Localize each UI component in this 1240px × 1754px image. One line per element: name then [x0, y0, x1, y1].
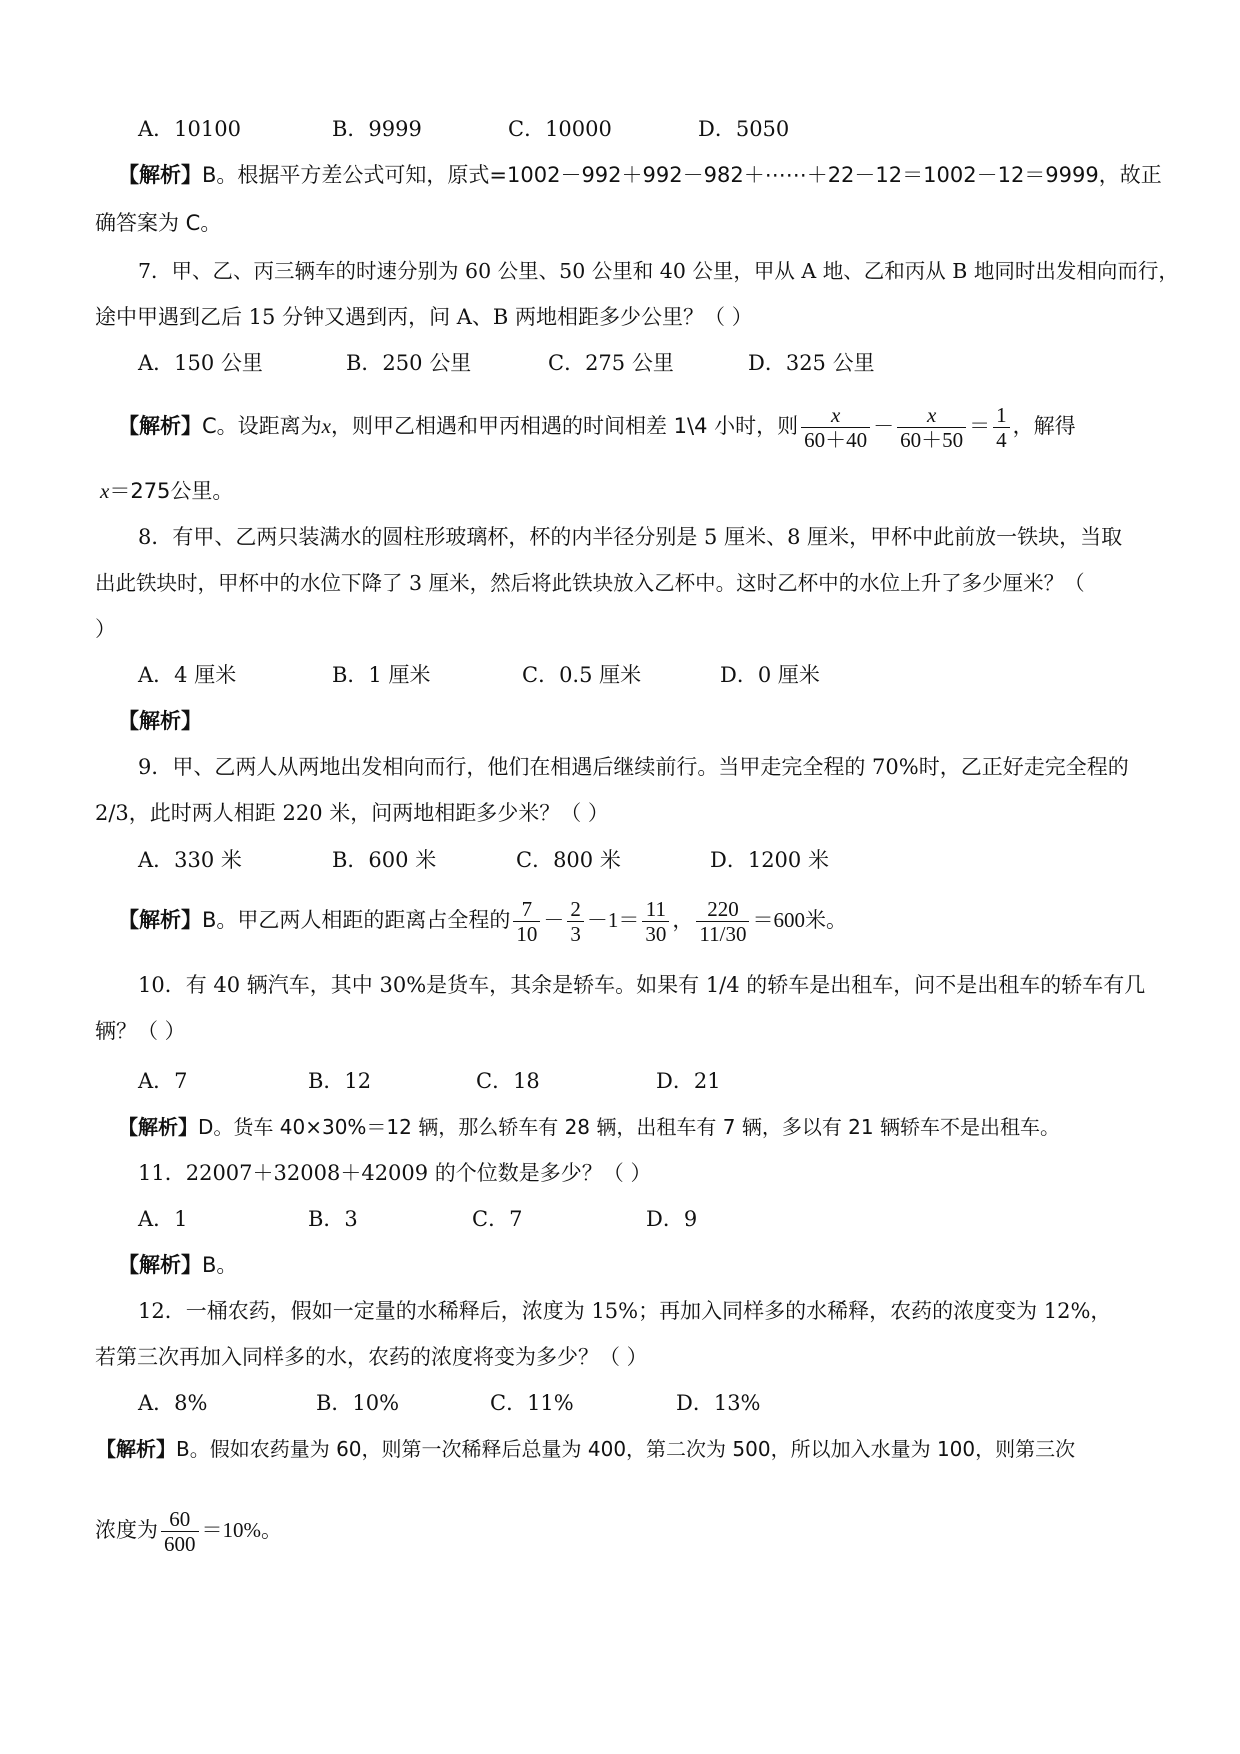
- fraction: $\frac{7}{10}$: [513, 897, 540, 946]
- q7-option-d: D．325 公里: [748, 351, 875, 375]
- fraction: $\frac{1}{4}$: [993, 403, 1010, 452]
- q8-question-line3: ）: [95, 617, 116, 641]
- q12-question-line1: 12．一桶农药，假如一定量的水稀释后，浓度为 15%；再加入同样多的水稀释，农药的浓度变为 12%，: [138, 1299, 1112, 1323]
- q8-option-d: D．0 厘米: [720, 663, 820, 687]
- q11-option-b: B．3: [308, 1207, 358, 1231]
- analysis-tag: 【解析】: [118, 1253, 202, 1277]
- q6-option-b: B．9999: [332, 117, 422, 141]
- analysis-tag: 【解析】: [118, 1115, 198, 1139]
- fraction: $\frac{60}{600}$: [161, 1507, 199, 1556]
- analysis-tag: 【解析】: [96, 1437, 176, 1461]
- q10-option-c: C．18: [476, 1069, 540, 1093]
- q10-question-line1: 10．有 40 辆汽车，其中 30%是货车，其余是轿车。如果有 1/4 的轿车是出租车，问不是出租车的轿车有几: [138, 973, 1146, 997]
- q8-option-a: A．4 厘米: [138, 663, 237, 687]
- q11-option-c: C．7: [472, 1207, 523, 1231]
- q7-question-line2: 途中甲遇到乙后 15 分钟又遇到丙，问 A、B 两地相距多少公里？（ ）: [95, 305, 753, 329]
- q9-question-line1: 9．甲、乙两人从两地出发相向而行，他们在相遇后继续前行。当甲走完全程的 70%时，乙正好走完全程的: [138, 755, 1129, 779]
- q6-option-d: D．5050: [698, 117, 790, 141]
- q8-option-b: B．1 厘米: [332, 663, 431, 687]
- q9-option-d: D．1200 米: [710, 848, 829, 872]
- q12-option-c: C．11%: [490, 1391, 574, 1415]
- q10-option-a: A．7: [138, 1069, 188, 1093]
- q7-analysis-line2: x＝275公里。: [100, 479, 234, 503]
- q9-option-a: A．330 米: [138, 848, 242, 872]
- q11-option-a: A．1: [138, 1207, 188, 1231]
- q6-analysis-line1: 【解析】B。根据平方差公式可知，原式=1002－992＋992－982＋⋯⋯＋22－12＝1002－12＝9999，故正: [118, 163, 1162, 187]
- q11-option-d: D．9: [646, 1207, 698, 1231]
- q7-option-b: B．250 公里: [346, 351, 472, 375]
- analysis-tag: 【解析】: [118, 709, 202, 733]
- q8-question-line1: 8．有甲、乙两只装满水的圆柱形玻璃杯，杯的内半径分别是 5 厘米、8 厘米，甲杯中此前放一铁块，当取: [138, 525, 1123, 549]
- q12-option-b: B．10%: [316, 1391, 400, 1415]
- q9-analysis: 【解析】B。甲乙两人相距的距离占全程的 $\frac{7}{10}$ － $\frac{2}{3}$ －1＝ $\frac{11}{30}$ ， $\frac{220}{11/30}$ ＝600米。: [118, 896, 847, 946]
- fraction: $\frac{2}{3}$: [567, 897, 584, 946]
- fraction: $\frac{220}{11/30}$: [696, 897, 749, 946]
- analysis-tag: 【解析】: [118, 908, 202, 932]
- q11-question-line1: 11．22007＋32008＋42009 的个位数是多少？（ ）: [138, 1161, 652, 1185]
- q12-question-line2: 若第三次再加入同样多的水，农药的浓度将变为多少？（ ）: [95, 1345, 648, 1369]
- q12-analysis-line1: 【解析】B。假如农药量为 60，则第一次稀释后总量为 400，第二次为 500，所以加入水量为 100，则第三次: [96, 1437, 1076, 1461]
- analysis-tag: 【解析】: [118, 414, 202, 438]
- q10-option-b: B．12: [308, 1069, 372, 1093]
- q8-analysis: [118, 706, 1150, 736]
- q8-question-line2: 出此铁块时，甲杯中的水位下降了 3 厘米，然后将此铁块放入乙杯中。这时乙杯中的水位上升了多少厘米？（: [95, 571, 1085, 595]
- q6-option-c: C．10000: [508, 117, 612, 141]
- q7-option-c: C．275 公里: [548, 351, 674, 375]
- q12-option-d: D．13%: [676, 1391, 761, 1415]
- q7-question-line1: 7．甲、乙、丙三辆车的时速分别为 60 公里、50 公里和 40 公里，甲从 A 地、乙和丙从 B 地同时出发相向而行，: [138, 259, 1179, 283]
- q12-analysis-line2: 浓度为 $\frac{60}{600}$ ＝10%。: [95, 1506, 282, 1556]
- q7-option-a: A．150 公里: [138, 351, 263, 375]
- q9-option-b: B．600 米: [332, 848, 437, 872]
- fraction: $\frac{x}{60+40}$: [801, 403, 870, 452]
- q12-option-a: A．8%: [138, 1391, 208, 1415]
- q6-analysis-line2: 确答案为 C。: [95, 211, 222, 235]
- q9-question-line2: 2/3，此时两人相距 220 米，问两地相距多少米？（ ）: [95, 801, 609, 825]
- q9-option-c: C．800 米: [516, 848, 621, 872]
- analysis-tag: 【解析】: [118, 163, 202, 187]
- fraction: $\frac{x}{60+50}$: [897, 403, 966, 452]
- q10-analysis: 【解析】D。货车 40×30%＝12 辆，那么轿车有 28 辆，出租车有 7 辆，多以有 21 辆轿车不是出租车。: [118, 1115, 1060, 1139]
- q11-analysis: 【解析】B。: [118, 1253, 238, 1277]
- q6-option-a: A．10100: [138, 117, 241, 141]
- fraction: $\frac{11}{30}$: [642, 897, 669, 946]
- q10-option-d: D．21: [656, 1069, 721, 1093]
- q7-analysis-line1: 【解析】C。设距离为x，则甲乙相遇和甲丙相遇的时间相差 1\4 小时，则 $\frac{x}{60+40}$ － $\frac{x}{60+50}$ ＝ $\frac{1}{4}$ ，解得: [118, 402, 1076, 452]
- q10-question-line2: 辆？（ ）: [95, 1019, 186, 1043]
- q8-option-c: C．0.5 厘米: [522, 663, 642, 687]
